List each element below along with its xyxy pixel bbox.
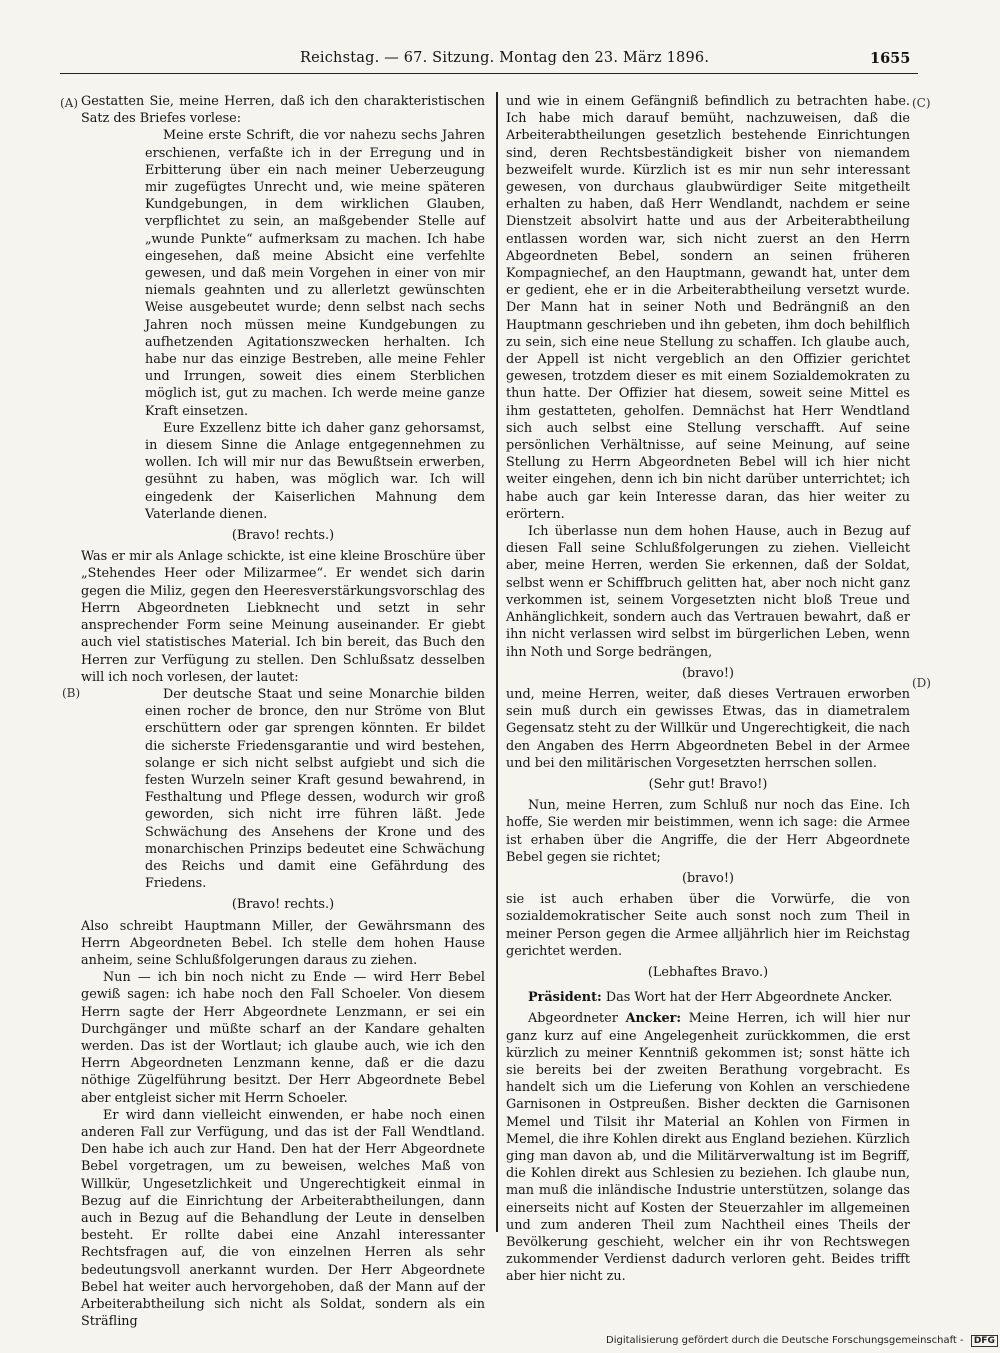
interjection: (bravo!) <box>682 665 734 681</box>
quote-paragraph: Meine erste Schrift, die vor nahezu sechs Jahren erschienen, verfaßte ich in der Erregung und in Erbitterung über ein nach meiner Ueberzeugung mir zugefügtes Unrecht und, wie meine späteren Kundgebungen, in dem wirklichen Glauben, verpflichtet zu sein, an maßgebender Stelle auf „wunde Punkte“ aufmerksam zu machen. Ich habe eingesehen, daß meine Absicht eine verfehlte gewesen, und daß mein Vorgehen in einer von mir niemals geahnten und zu allerletzt gewünschten Weise ausgebeutet wurde; denn selbst nach sechs Jahren noch müssen meine Kundgebungen zu aufhetzenden Agitationszwecken herhalten. Ich habe nur das einzige Bestreben, alle meine Fehler und Irrungen, soweit dies einem Sterblichen möglich ist, gut zu machen. Ich werde meine ganze Kraft einsetzen. <box>145 128 485 419</box>
paragraph: sie ist auch erhaben über die Vorwürfe, die von sozialdemokratischer Seite auch sonst noch zum Theil in meiner Person gegen die Armee alljährlich hier im Reichstag gerichtet werden. <box>506 892 910 959</box>
paragraph: und wie in einem Gefängniß befindlich zu betrachten habe. Ich habe mich darauf bemüht, nachzuweisen, daß die Arbeiterabtheilungen gesetzlich bestehende Einrichtungen sind, deren Rechtsbeständigkeit bisher von niemandem bezweifelt wurde. Kürzlich ist es mir nun sehr interessant gewesen, von durchaus glaubwürdiger Seite mitgetheilt erhalten zu haben, daß Herr Wendlandt, nachdem er seine Dienstzeit absolvirt hatte und aus der Arbeiterabtheilung entlassen worden war, sich nicht zuerst an den Herrn Abgeordneten Bebel, sondern an seinen früheren Kompagniechef, an den Hauptmann, gewandt hat, unter dem er gedient, ehe er in die Arbeiterabtheilung versetzt wurde. Der Mann hat in seiner Noth und Bedrängniß an den Hauptmann geschrieben und ihn gebeten, ihm doch behilflich zu sein, sich eine neue Stellung zu schaffen. Ich glaube auch, der Appell ist nicht vergeblich an den Offizier gerichtet gewesen, trotzdem dieser es mit einem Sozialdemokraten zu thun hatte. Der Offizier hat diesem, soweit seine Mittel es ihm gestatteten, geholfen. Demnächst hat Herr Wendtland sich auch selbst eine Stellung verschafft. Auf seine persönlichen Verhältnisse, auf seine Meinung, auf seine Stellung zu Herrn Abgeordneten Bebel will ich hier nicht weiter eingehen, denn ich bin nicht darüber unterrichtet; ich habe auch gar kein Interesse daran, das hier weiter zu erörtern. <box>506 94 910 522</box>
interjection: (bravo!) <box>682 870 734 886</box>
page-number: 1655 <box>870 50 911 67</box>
footer-text: Digitalisierung gefördert durch die Deutsche Forschungsgemeinschaft - <box>606 1335 964 1346</box>
speaker-intro: Abgeordneter <box>528 1011 618 1027</box>
paragraph: Er wird dann vielleicht einwenden, er habe noch einen anderen Fall zur Verfügung, und das ist der Fall Wendtland. Den habe ich auch zur Hand. Den hat der Herr Abgeordnete Bebel vorgetragen, um zu beweisen, welches Maß von Willkür, Ungesetzlichkeit und Ungerechtigkeit einmal in Bezug auf die Einrichtung der Arbeiterabtheilungen, dann auch in Bezug auf die Behandlung der Leute in denselben besteht. Er rollte dabei eine Anzahl interessanter Rechtsfragen auf, die von einzelnen Herren als sehr bedeutungsvoll anerkannt wurden. Der Herr Abgeordnete Bebel hat weiter auch hervorgehoben, daß der Mann auf der Arbeiterabtheilung sich nicht als Soldat, sondern als ein Sträfling <box>81 1107 485 1330</box>
statement-text: Meine Herren, ich will hier nur ganz kurz auf eine Angelegenheit zurückkommen, die erst kürzlich zu meiner Kenntniß gekommen ist; sonst hätte ich sie bereits bei der zweiten Berathung vorgebracht. Es handelt sich um die Lieferung von Kohlen an verschiedene Garnisonen in Ostpreußen. Bisher deckten die Garnisonen Memel und Tilsit ihr Material an Kohlen von Firmen in Memel, die ihre Kohlen direkt aus England beziehen. Kürzlich ging man davon ab, und die Militärverwaltung ist im Begriff, die Kohlen direkt aus Schlesien zu beziehen. Ich glaube nun, man muß die inländische Industrie unterstützen, solange das einerseits nicht auf Kosten der Steuerzahler im allgemeinen und zum anderen Theil zum Nachtheil eines Theils der Bevölkerung geschieht, welcher ein ihr von Rechtswegen zukommender Verdienst dadurch verloren geht. Beides trifft aber hier nicht zu. <box>506 1011 911 1285</box>
quote-paragraph: Eure Exzellenz bitte ich daher ganz gehorsamst, in diesem Sinne die Anlage entgegennehmen zu wollen. Ich will mir nur das Bewußtsein erwerben, gesühnt zu haben, was möglich war. Ich will eingedenk der Kaiserlichen Mahnung dem Vaterlande dienen. <box>145 420 485 522</box>
right-column <box>506 93 910 1286</box>
paragraph: Was er mir als Anlage schickte, ist eine kleine Broschüre über „Stehendes Heer oder Milizarmee“. Er wendet sich darin gegen die Miliz, gegen den Heeresverstärkungsvorschlag des Herrn Abgeordneten Liebknecht und setzt in sehr ansprechender Form seine Meinung auseinander. Er giebt auch viel statistisches Material. Ich bin bereit, das Buch den Herren zur Verfügung zu stellen. Den Schlußsatz desselben will ich noch vorlesen, der lautet: <box>81 549 485 685</box>
president-statement <box>506 989 910 1006</box>
margin-letter-a: (A) <box>60 96 79 110</box>
speaker-label: Ancker: <box>625 1011 682 1027</box>
session-title: Reichstag. — 67. Sitzung. Montag den 23. März 1896. <box>300 50 710 66</box>
page-header <box>0 46 1000 72</box>
speaker-label: Präsident: <box>528 990 602 1006</box>
digitization-footer <box>606 1335 998 1347</box>
margin-letter-b: (B) <box>62 686 81 700</box>
letter-quote <box>145 127 485 523</box>
paragraph: Nun, meine Herren, zum Schluß nur noch das Eine. Ich hoffe, Sie werden mir beistimmen, wenn ich sage: die Armee ist erhaben über die Angriffe, die der Herr Abgeordnete Bebel gegen sie richtet; <box>506 798 910 865</box>
statement-text: Das Wort hat der Herr Abgeordnete Ancker. <box>605 990 893 1006</box>
interjection: (Lebhaftes Bravo.) <box>647 964 769 980</box>
header-rule <box>60 73 918 74</box>
paragraph: Also schreibt Hauptmann Miller, der Gewährsmann des Herrn Abgeordneten Bebel. Ich stelle dem hohen Hause anheim, seine Schlußfolgerungen daraus zu ziehen. <box>81 918 485 968</box>
left-column <box>81 93 485 1330</box>
paragraph: Gestatten Sie, meine Herren, daß ich den charakteristischen Satz des Briefes vorlese: <box>81 94 485 127</box>
interjection: (Bravo! rechts.) <box>231 897 335 913</box>
ancker-statement <box>506 1010 910 1285</box>
paragraph: Ich überlasse nun dem hohen Hause, auch in Bezug auf diesen Fall seine Schlußfolgerungen zu ziehen. Vielleicht aber, meine Herren, werden Sie erkennen, daß der Soldat, selbst wenn er Schiffbruch gelitten hat, aber noch nicht ganz verkommen ist, seinem Vorgesetzten nicht bloß Treue und Anhänglichkeit, sondern auch das Vertrauen bewahrt, daß er ihn nicht verlassen wird selbst im bürgerlichen Leben, wenn ihn Noth und Sorge bedrängen, <box>506 524 910 660</box>
interjection: (Bravo! rechts.) <box>231 528 335 544</box>
margin-letter-c: (C) <box>912 96 931 110</box>
quote-paragraph: Der deutsche Staat und seine Monarchie bilden einen rocher de bronce, den nur Ströme von Blut erschüttern oder gar sprengen könnten. Er bildet die sicherste Friedensgarantie und wird bestehen, solange er sich nicht selbst aufgiebt und sich die festen Wurzeln seiner Kraft gesund bewahrend, in Festhaltung und Pflege dessen, wodurch wir groß geworden, sich nicht irre führen läßt. Jede Schwächung des Ansehens der Krone und des monarchischen Prinzips bedeutet eine Schwächung des Reichs und damit eine Gefährdung des Friedens. <box>145 686 485 892</box>
brochure-quote <box>145 686 485 892</box>
dfg-logo: DFG <box>971 1335 998 1347</box>
paragraph: und, meine Herren, weiter, daß dieses Vertrauen erworben sein muß durch ein gewisses Etwas, das in diametralem Gegensatz steht zu der Willkür und Ungerechtigkeit, die nach den Angaben des Herrn Abgeordneten Bebel in der Armee und bei den militärischen Vorgesetzten herrschen sollen. <box>506 686 910 771</box>
paragraph: Nun — ich bin noch nicht zu Ende — wird Herr Bebel gewiß sagen: ich habe noch den Fall Schoeler. Von diesem Herrn sagte der Herr Abgeordnete Lenzmann, er sei ein Durchgänger und müßte scharf an der Kandare gehalten werden. Das ist der Wortlaut; ich glaube auch, wie ich den Herrn Abgeordneten Lenzmann kenne, daß er die dazu nöthige Zügelführung besitzt. Der Herr Abgeordnete Bebel aber entgleist sicher mit Herrn Schoeler. <box>81 970 485 1106</box>
column-divider <box>496 92 498 1232</box>
margin-letter-d: (D) <box>912 676 931 690</box>
interjection: (Sehr gut! Bravo!) <box>648 776 768 792</box>
